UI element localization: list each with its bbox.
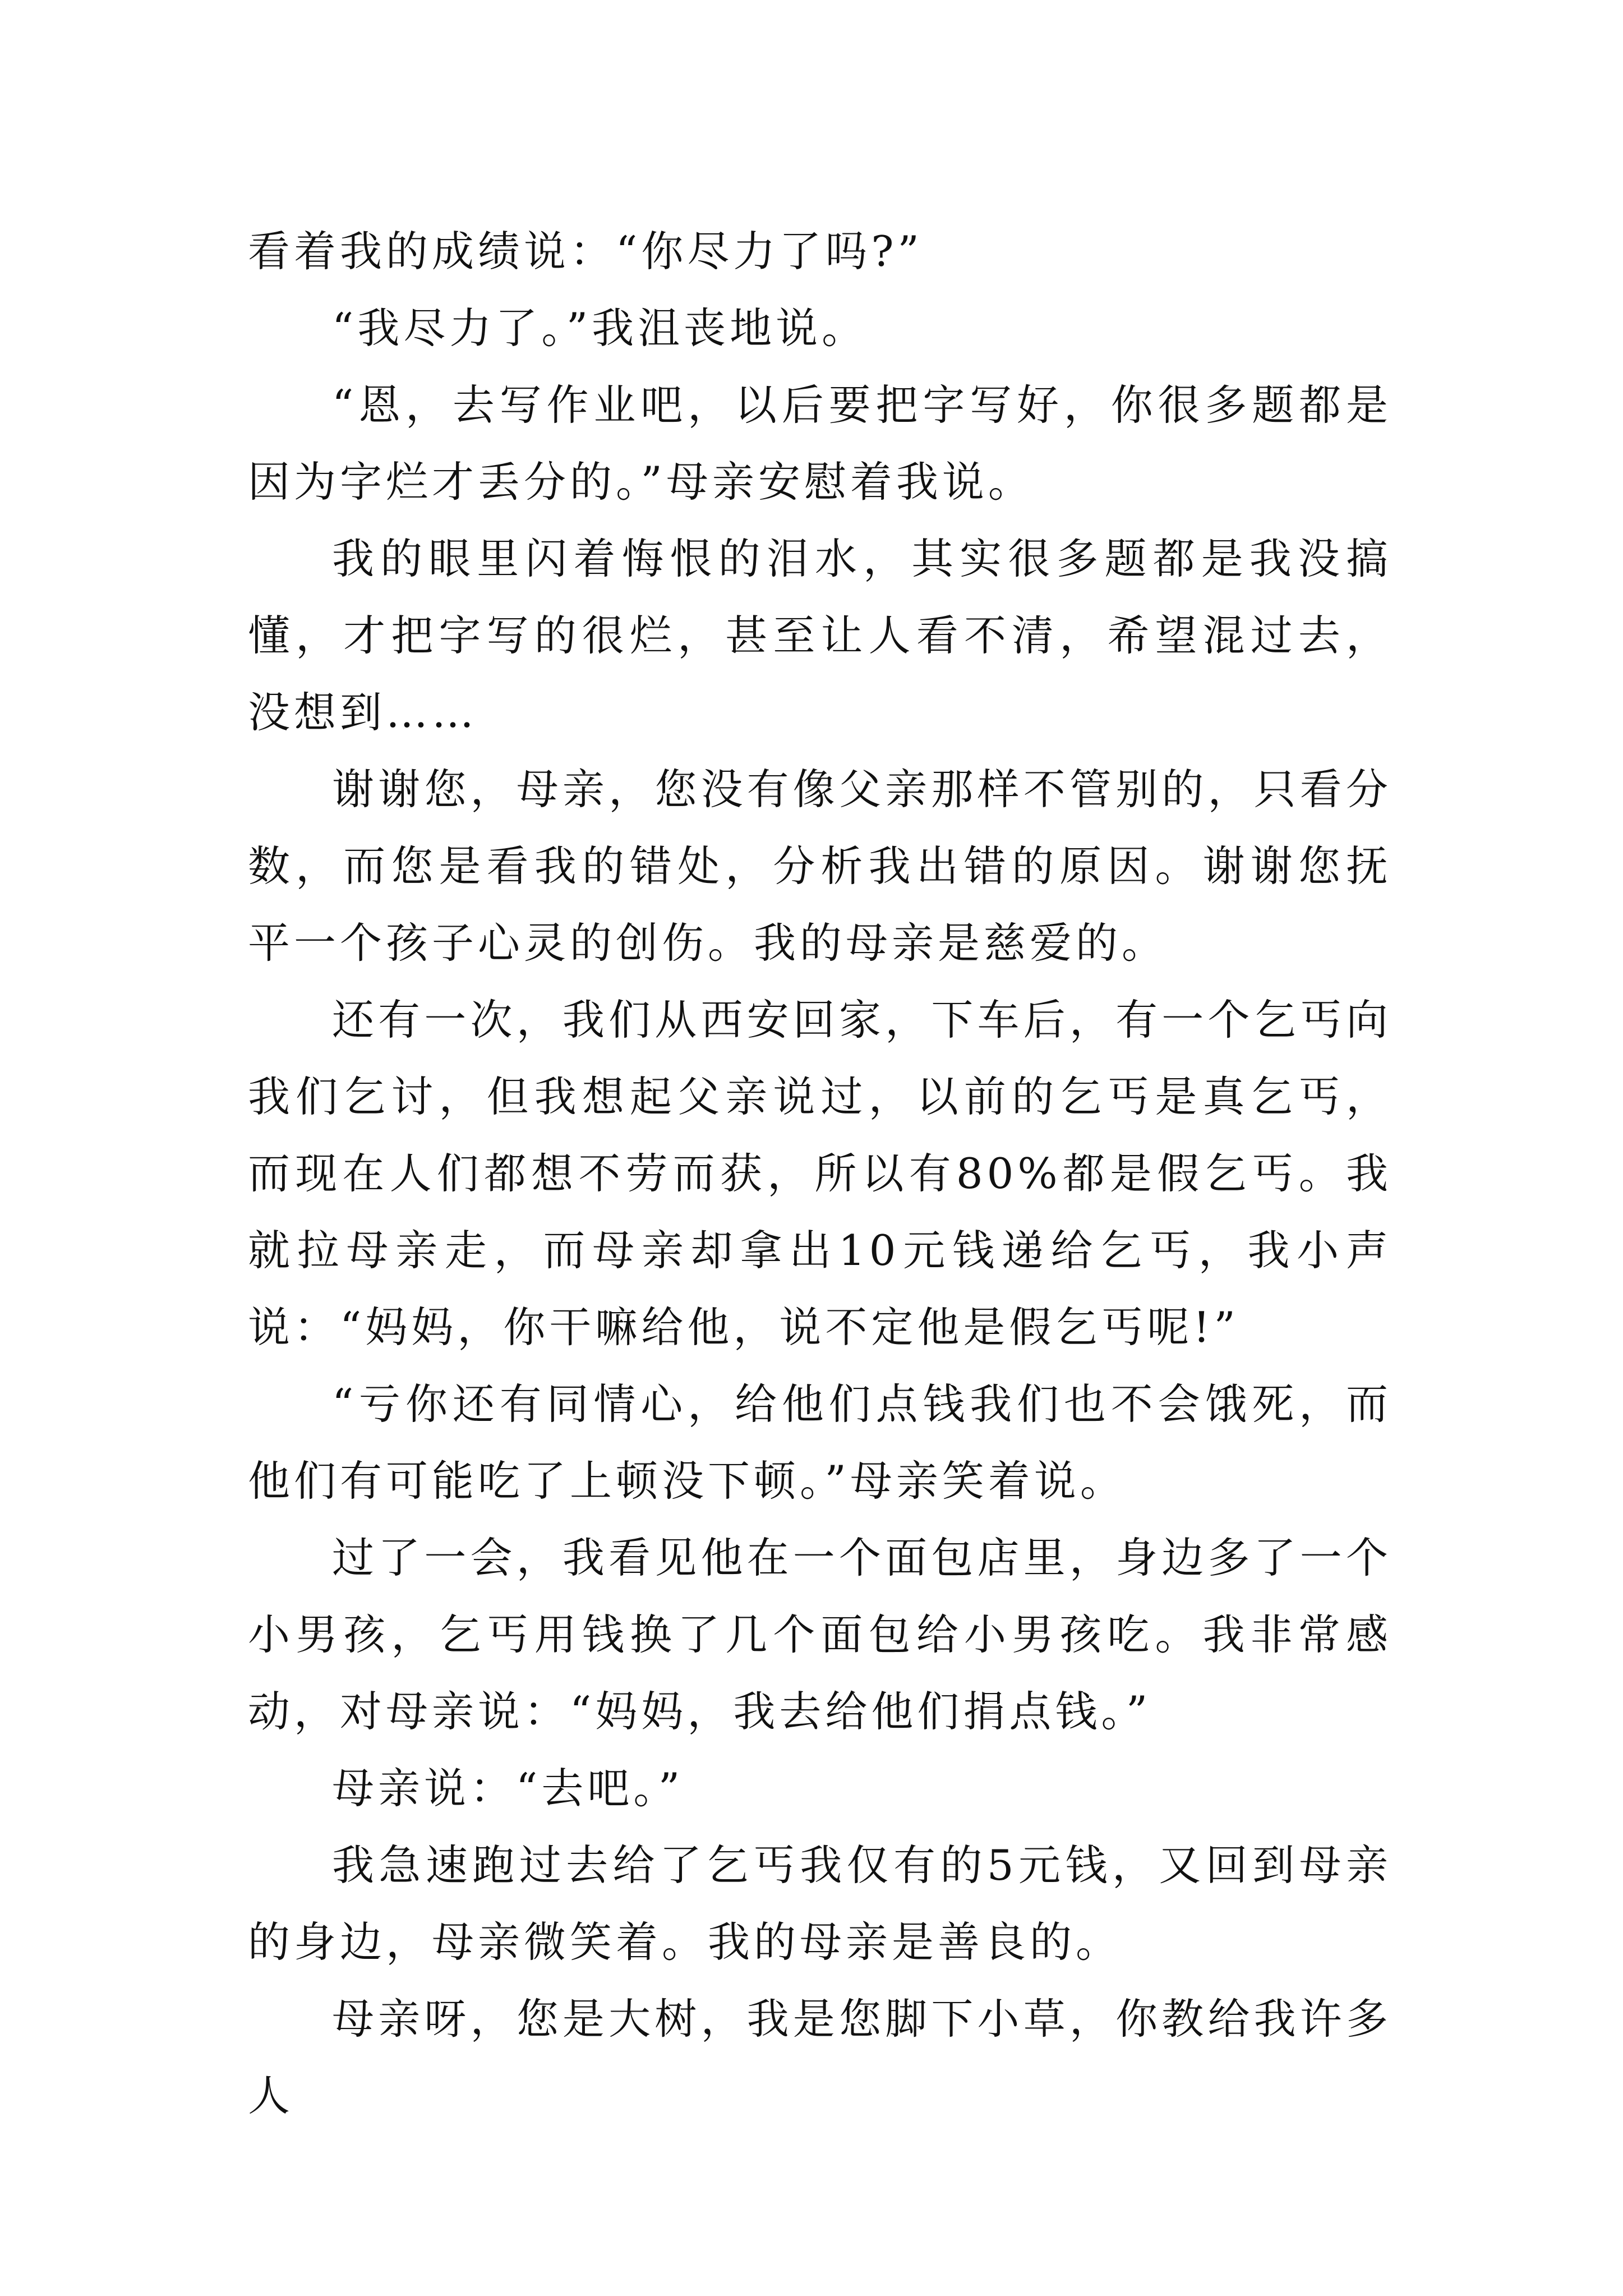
paragraph-10: 我急速跑过去给了乞丐我仅有的5元钱，又回到母亲的身边，母亲微笑着。我的母亲是善良的。 [248, 1841, 1392, 1967]
paragraph-4: 我的眼里闪着悔恨的泪水，其实很多题都是我没搞懂，才把字写的很烂，甚至让人看不清，希望混过去，没想到…… [248, 534, 1392, 737]
document-body [248, 213, 1392, 2134]
paragraph-9: 母亲说：“去吧。” [332, 1764, 684, 1813]
paragraph-1: 看着我的成绩说：“你尽力了吗?” [248, 227, 923, 276]
paragraph-3: “恩，去写作业吧，以后要把字写好，你很多题都是因为字烂才丢分的。”母亲安慰着我说。 [248, 380, 1392, 507]
paragraph-6: 还有一次，我们从西安回家，下车后，有一个乞丐向我们乞讨，但我想起父亲说过，以前的乞丐是真乞丐，而现在人们都想不劳而获，所以有80%都是假乞丐。我就拉母亲走，而母亲却拿出10元钱递给乞丐，我小声说：“妈妈，你干嘛给他，说不定他是假乞丐呢!” [248, 995, 1392, 1352]
paragraph-8: 过了一会，我看见他在一个面包店里，身边多了一个小男孩，乞丐用钱换了几个面包给小男孩吃。我非常感动，对母亲说：“妈妈，我去给他们捐点钱。” [248, 1533, 1392, 1736]
paragraph-7: “亏你还有同情心，给他们点钱我们也不会饿死，而他们有可能吃了上顿没下顿。”母亲笑着说。 [248, 1379, 1392, 1506]
paragraph-2: “我尽力了。”我沮丧地说。 [332, 303, 868, 353]
paragraph-5: 谢谢您，母亲，您没有像父亲那样不管别的，只看分数，而您是看我的错处，分析我出错的原因。谢谢您抚平一个孩子心灵的创伤。我的母亲是慈爱的。 [248, 765, 1392, 968]
paragraph-11: 母亲呀，您是大树，我是您脚下小草，你教给我许多人 [248, 1994, 1392, 2120]
